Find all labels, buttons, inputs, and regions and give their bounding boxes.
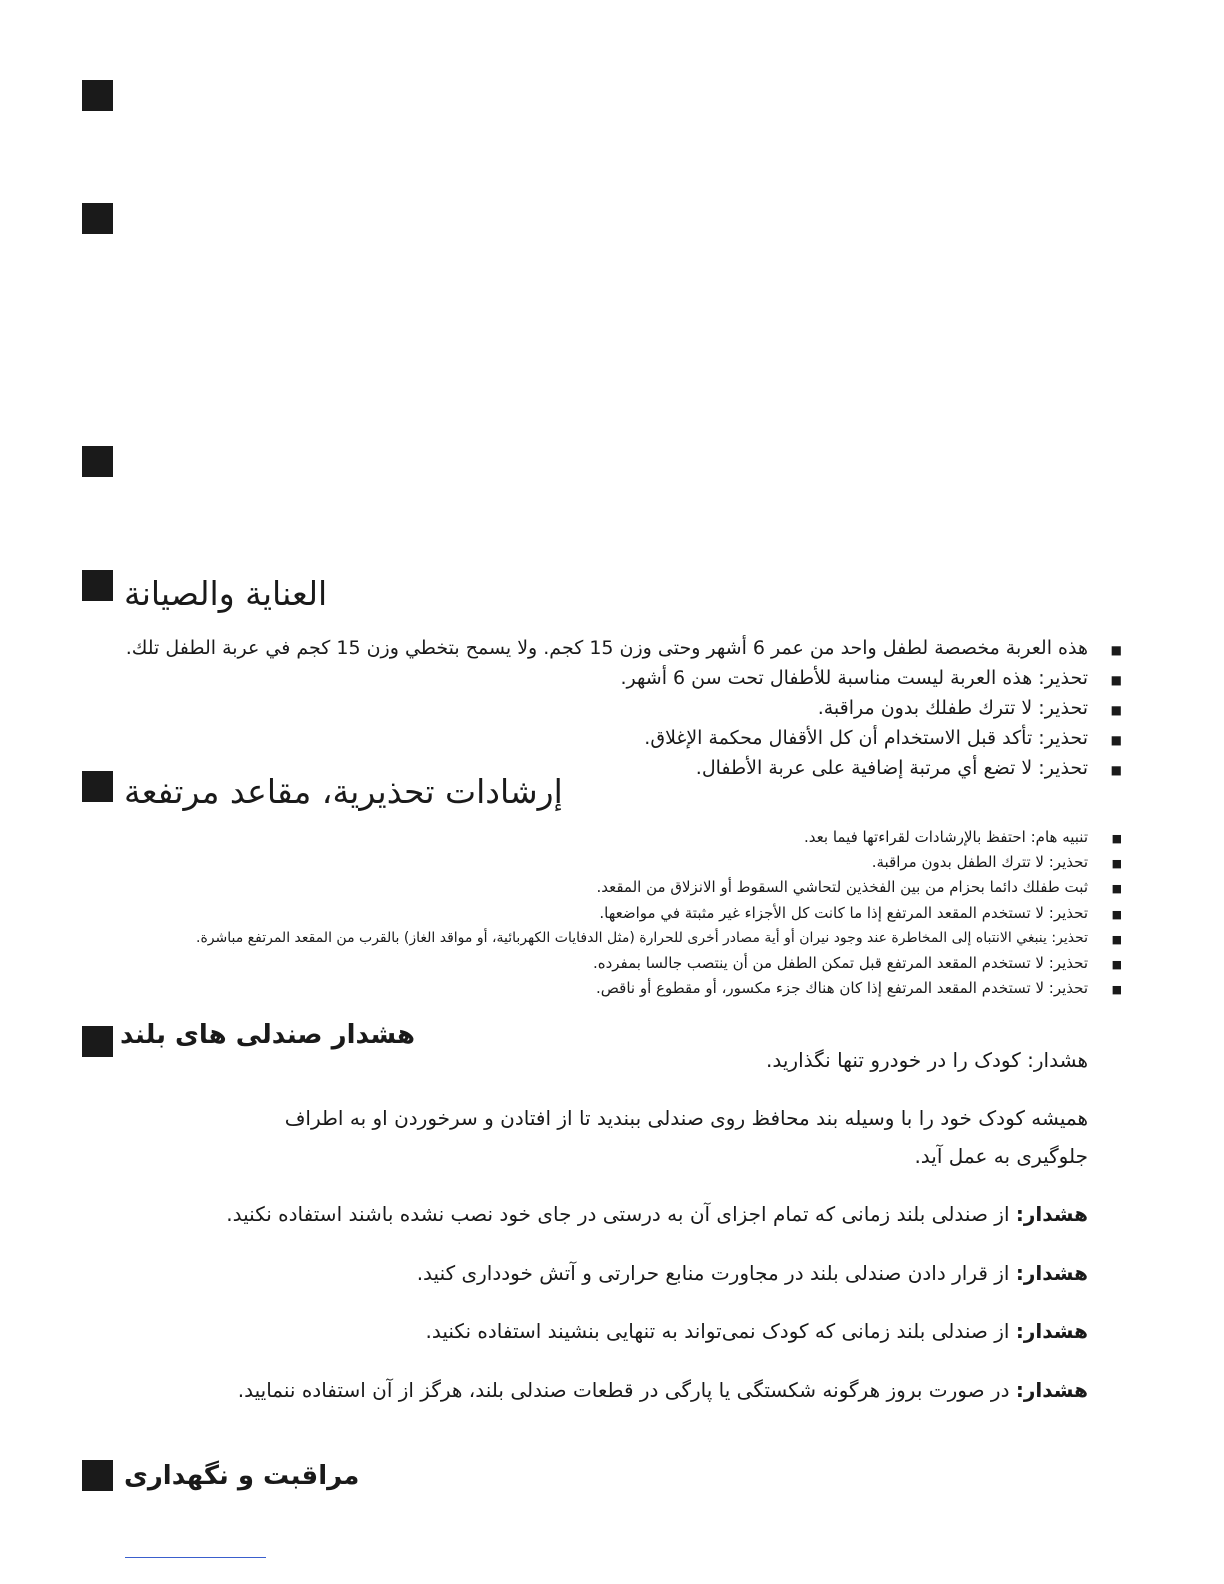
highchair-fa-warning: هشدار: در صورت بروز هرگونه شکستگی یا پارگی در قطعات صندلی بلند، هرگز از آن استفاده ننمایید. [237,1378,1088,1402]
highchair-fa-heading: هشدار صندلی های بلند [120,1020,415,1050]
divider [125,1557,266,1558]
highchair-fa-warning: هشدار: از صندلی بلند زمانی که تمام اجزای آن به درستی در جای خود نصب نشده باشند استفاده نکنید. [226,1202,1088,1226]
bullet-icon: ■ [1111,882,1122,896]
list-item: ■ تحذير: لا تستخدم المقعد المرتفع إذا كان هناك جزء مكسور، أو مقطوع أو ناقص. [196,976,1088,1001]
highchair-fa-warning: هشدار: از صندلی بلند زمانی که کودک نمی‌تواند به تنهایی بنشیند استفاده نکنید. [425,1319,1088,1343]
bullet-icon: ■ [1110,673,1122,687]
bullet-icon: ■ [1111,907,1122,921]
bullet-icon: ■ [1110,643,1122,657]
list-item: ■ تحذير: ينبغي الانتباه إلى المخاطرة عند وجود نيران أو أية مصادر أخرى للحرارة (مثل الدفايات الكهربائية، أو مواقد الغاز) بالقرب من المقعد المرتفع مباشرة. [196,926,1088,951]
list-item: ■ تحذير: تأكد قبل الاستخدام أن كل الأقفال محكمة الإغلاق. [126,723,1088,753]
bullet-icon: ■ [1111,832,1122,845]
warning-label: هشدار: [1015,1378,1088,1402]
bullet-icon: ■ [1110,703,1122,717]
highchair-ar-heading: إرشادات تحذيرية، مقاعد مرتفعة [124,772,563,811]
bullet-icon: ■ [1111,983,1122,997]
list-item: ■ تحذير: هذه العربة ليست مناسبة للأطفال تحت سن 6 أشهر. [126,663,1088,693]
care-heading: العناية والصيانة [124,574,328,613]
highchair-fa-warning: هشدار: از قرار دادن صندلی بلند در مجاورت منابع حرارتی و آتش خودداری کنید. [416,1261,1088,1285]
list-item: ■ تحذير: لا تضع أي مرتبة إضافية على عربة الأطفال. [126,753,1088,783]
bullet-icon: ■ [1110,763,1122,777]
section-marker [82,80,113,111]
list-item: ■ تحذير: لا تترك طفلك بدون مراقبة. [126,693,1088,723]
list-item: ■ ثبت طفلك دائما بحزام من بين الفخذين لتحاشي السقوط أو الانزلاق من المقعد. [196,875,1088,900]
highchair-ar-list [196,825,1122,1001]
warning-label: هشدار: [1015,1319,1088,1343]
list-item: ■ تحذير: لا تترك الطفل بدون مراقبة. [196,850,1088,875]
list-item: ■ تحذير: لا تستخدم المقعد المرتفع إذا ما كانت كل الأجزاء غير مثبتة في مواضعها. [196,901,1088,926]
section-marker [82,570,113,601]
bullet-icon: ■ [1111,958,1122,972]
section-marker [82,1026,113,1057]
bullet-icon: ■ [1111,857,1122,871]
warning-label: هشدار: [1015,1261,1088,1285]
care-list [125,633,1122,783]
list-item: ■ تحذير: لا تستخدم المقعد المرتفع قبل تمكن الطفل من أن ينتصب جالسا بمفرده. [196,951,1088,976]
highchair-fa-paragraph-line1: همیشه کودک خود را با وسیله بند محافظ روی صندلی ببندید تا از افتادن و سرخوردن او به اطراف [284,1106,1088,1130]
section-marker [82,771,113,802]
list-item: ■ هذه العربة مخصصة لطفل واحد من عمر 6 أشهر وحتى وزن 15 كجم. ولا يسمح بتخطي وزن 15 كجم في عربة الطفل تلك. [126,633,1088,663]
highchair-fa-intro: هشدار: کودک را در خودرو تنها نگذارید. [765,1048,1088,1072]
bullet-icon: ■ [1111,932,1122,946]
care-fa-heading: مراقبت و نگهداری [124,1461,360,1491]
list-item: ■ تنبيه هام: احتفظ بالإرشادات لقراءتها فيما بعد. [196,825,1088,850]
highchair-fa-paragraph-line2: جلوگیری به عمل آید. [914,1144,1088,1168]
warning-label: هشدار: [1015,1202,1088,1226]
section-marker [82,1460,113,1491]
section-marker [82,203,113,234]
bullet-icon: ■ [1110,733,1122,747]
section-marker [82,446,113,477]
